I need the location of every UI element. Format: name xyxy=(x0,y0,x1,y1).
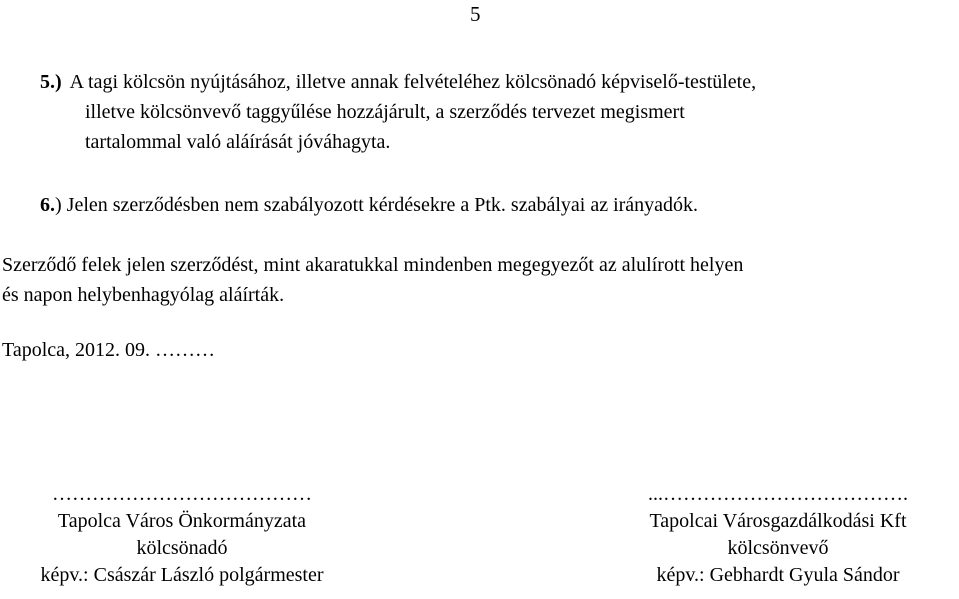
clause-5-text-line1: A tagi kölcsön nyújtásához, illetve annak felvételéhez kölcsönadó képviselő-testülete, xyxy=(69,71,757,93)
clause-6 xyxy=(40,190,958,220)
signatory-role: kölcsönadó xyxy=(136,537,228,559)
clause-5-text-line2: illetve kölcsönvevő taggyűlése hozzájárult, a szerződés tervezet megismert xyxy=(85,101,685,123)
clause-6-number: 6. xyxy=(40,194,55,216)
signature-block-borrower xyxy=(598,481,958,589)
signatory-name: Tapolcai Városgazdálkodási Kft xyxy=(649,510,907,532)
closing-paragraph xyxy=(2,250,957,310)
clause-6-text: ) Jelen szerződésben nem szabályozott kérdésekre a Ptk. szabályai az irányadók. xyxy=(55,194,699,216)
signature-block-lender xyxy=(2,481,362,589)
closing-line1: Szerződő felek jelen szerződést, mint akaratukkal mindenben megegyezőt az alulírott helyen xyxy=(2,254,744,276)
clause-5 xyxy=(40,67,958,157)
place-date: Tapolca, 2012. 09. ……… xyxy=(2,339,216,361)
page-number: 5 xyxy=(470,2,481,26)
signature-line: ………………………………… xyxy=(52,483,312,505)
clause-5-number: 5.) xyxy=(40,71,62,93)
signature-line: ...………………………………. xyxy=(648,483,908,505)
signatory-representative: képv.: Gebhardt Gyula Sándor xyxy=(656,564,900,586)
closing-line2: és napon helybenhagyólag aláírták. xyxy=(2,284,285,306)
signatory-role: kölcsönvevő xyxy=(727,537,829,559)
signatory-representative: képv.: Császár László polgármester xyxy=(40,564,324,586)
clause-5-text-line3: tartalommal való aláírását jóváhagyta. xyxy=(85,131,391,153)
clause-5-line1 xyxy=(40,67,958,97)
signatory-name: Tapolca Város Önkormányzata xyxy=(57,510,307,532)
